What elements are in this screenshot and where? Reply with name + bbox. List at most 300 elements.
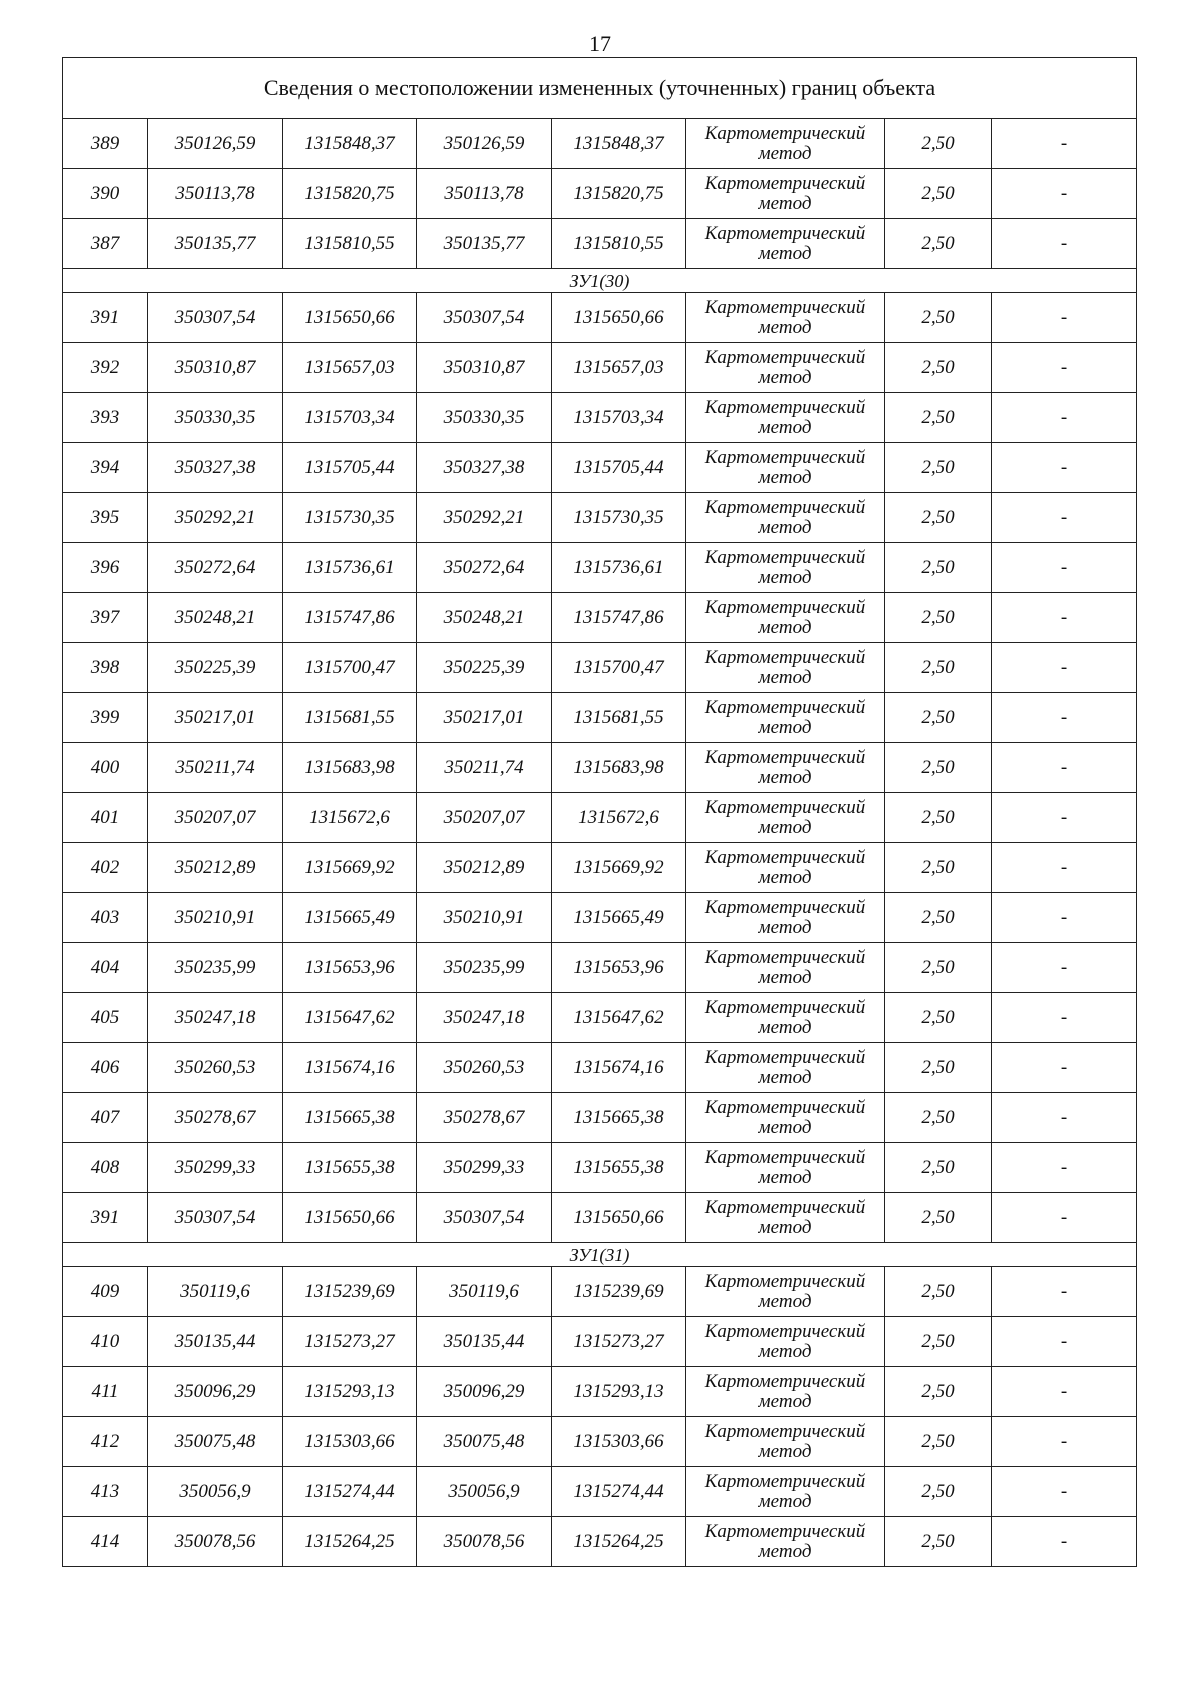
- y-refined-cell: 1315264,25: [552, 1517, 686, 1567]
- note-cell: -: [992, 1043, 1137, 1093]
- method-line-1: Картометрический: [704, 496, 866, 518]
- accuracy-cell: 2,50: [885, 1317, 992, 1367]
- method-cell: [686, 893, 885, 943]
- accuracy-cell: 2,50: [885, 393, 992, 443]
- x-refined-cell: 350211,74: [417, 743, 552, 793]
- note-cell: -: [992, 593, 1137, 643]
- method-line-2: метод: [758, 1216, 812, 1238]
- x-existing-cell: 350113,78: [148, 169, 283, 219]
- point-number-cell: 398: [63, 643, 148, 693]
- y-refined-cell: 1315303,66: [552, 1417, 686, 1467]
- method-line-1: Картометрический: [704, 1146, 866, 1168]
- point-number-cell: 389: [63, 119, 148, 169]
- point-number-cell: 402: [63, 843, 148, 893]
- page-number: 17: [589, 31, 611, 56]
- y-existing-cell: 1315705,44: [283, 443, 417, 493]
- y-existing-cell: 1315293,13: [283, 1367, 417, 1417]
- section-header-row: [63, 1243, 1137, 1267]
- point-number-cell: 390: [63, 169, 148, 219]
- accuracy-cell: 2,50: [885, 1193, 992, 1243]
- method-cell: [686, 643, 885, 693]
- table-row: [63, 343, 1137, 393]
- y-refined-cell: 1315653,96: [552, 943, 686, 993]
- y-refined-cell: 1315736,61: [552, 543, 686, 593]
- table-row: [63, 943, 1137, 993]
- x-refined-cell: 350292,21: [417, 493, 552, 543]
- method-cell: [686, 743, 885, 793]
- table-row: [63, 1317, 1137, 1367]
- point-number-cell: 403: [63, 893, 148, 943]
- table-row: [63, 493, 1137, 543]
- note-cell: -: [992, 1143, 1137, 1193]
- x-existing-cell: 350210,91: [148, 893, 283, 943]
- y-refined-cell: 1315665,38: [552, 1093, 686, 1143]
- table-row: [63, 1093, 1137, 1143]
- point-number-cell: 412: [63, 1417, 148, 1467]
- x-existing-cell: 350225,39: [148, 643, 283, 693]
- method-line-1: Картометрический: [704, 1270, 866, 1292]
- method-cell: [686, 1043, 885, 1093]
- method-line-2: метод: [758, 766, 812, 788]
- section-header-row: [63, 269, 1137, 293]
- table-row: [63, 843, 1137, 893]
- y-existing-cell: 1315747,86: [283, 593, 417, 643]
- y-existing-cell: 1315681,55: [283, 693, 417, 743]
- accuracy-cell: 2,50: [885, 743, 992, 793]
- method-line-1: Картометрический: [704, 1046, 866, 1068]
- method-cell: [686, 1317, 885, 1367]
- point-number-cell: 393: [63, 393, 148, 443]
- accuracy-cell: 2,50: [885, 119, 992, 169]
- method-cell: [686, 1143, 885, 1193]
- table-title-row: [63, 58, 1137, 119]
- x-refined-cell: 350310,87: [417, 343, 552, 393]
- method-cell: [686, 119, 885, 169]
- x-refined-cell: 350078,56: [417, 1517, 552, 1567]
- method-line-1: Картометрический: [704, 996, 866, 1018]
- method-line-2: метод: [758, 716, 812, 738]
- x-existing-cell: 350212,89: [148, 843, 283, 893]
- y-refined-cell: 1315700,47: [552, 643, 686, 693]
- table-row: [63, 1193, 1137, 1243]
- method-cell: [686, 219, 885, 269]
- point-number-cell: 410: [63, 1317, 148, 1367]
- method-cell: [686, 493, 885, 543]
- note-cell: -: [992, 1093, 1137, 1143]
- note-cell: -: [992, 1517, 1137, 1567]
- method-line-2: метод: [758, 466, 812, 488]
- note-cell: -: [992, 493, 1137, 543]
- x-refined-cell: 350235,99: [417, 943, 552, 993]
- method-line-1: Картометрический: [704, 122, 866, 144]
- x-existing-cell: 350217,01: [148, 693, 283, 743]
- method-line-2: метод: [758, 316, 812, 338]
- method-line-1: Картометрический: [704, 172, 866, 194]
- note-cell: -: [992, 219, 1137, 269]
- method-line-1: Картометрический: [704, 1370, 866, 1392]
- table-row: [63, 169, 1137, 219]
- section-label: ЗУ1(30): [63, 269, 1137, 293]
- y-existing-cell: 1315810,55: [283, 219, 417, 269]
- method-line-2: метод: [758, 666, 812, 688]
- method-line-2: метод: [758, 816, 812, 838]
- y-refined-cell: 1315730,35: [552, 493, 686, 543]
- y-existing-cell: 1315650,66: [283, 1193, 417, 1243]
- x-existing-cell: 350078,56: [148, 1517, 283, 1567]
- table-row: [63, 893, 1137, 943]
- note-cell: -: [992, 1467, 1137, 1517]
- y-refined-cell: 1315293,13: [552, 1367, 686, 1417]
- method-line-1: Картометрический: [704, 696, 866, 718]
- method-cell: [686, 343, 885, 393]
- note-cell: -: [992, 393, 1137, 443]
- note-cell: -: [992, 119, 1137, 169]
- point-number-cell: 404: [63, 943, 148, 993]
- point-number-cell: 406: [63, 1043, 148, 1093]
- method-line-1: Картометрический: [704, 1096, 866, 1118]
- method-line-2: метод: [758, 1290, 812, 1312]
- point-number-cell: 407: [63, 1093, 148, 1143]
- method-line-1: Картометрический: [704, 846, 866, 868]
- y-refined-cell: 1315703,34: [552, 393, 686, 443]
- y-refined-cell: 1315672,6: [552, 793, 686, 843]
- accuracy-cell: 2,50: [885, 943, 992, 993]
- y-existing-cell: 1315736,61: [283, 543, 417, 593]
- table-row: [63, 1143, 1137, 1193]
- x-refined-cell: 350113,78: [417, 169, 552, 219]
- x-existing-cell: 350126,59: [148, 119, 283, 169]
- note-cell: -: [992, 343, 1137, 393]
- note-cell: -: [992, 943, 1137, 993]
- table-row: [63, 443, 1137, 493]
- y-existing-cell: 1315653,96: [283, 943, 417, 993]
- method-line-2: метод: [758, 366, 812, 388]
- note-cell: -: [992, 293, 1137, 343]
- method-line-2: метод: [758, 1440, 812, 1462]
- method-line-2: метод: [758, 1116, 812, 1138]
- x-refined-cell: 350212,89: [417, 843, 552, 893]
- note-cell: -: [992, 1417, 1137, 1467]
- x-refined-cell: 350126,59: [417, 119, 552, 169]
- x-existing-cell: 350310,87: [148, 343, 283, 393]
- method-cell: [686, 169, 885, 219]
- x-existing-cell: 350278,67: [148, 1093, 283, 1143]
- accuracy-cell: 2,50: [885, 1417, 992, 1467]
- x-refined-cell: 350135,44: [417, 1317, 552, 1367]
- coordinates-table: [62, 57, 1137, 1567]
- x-existing-cell: 350307,54: [148, 1193, 283, 1243]
- y-existing-cell: 1315820,75: [283, 169, 417, 219]
- x-existing-cell: 350260,53: [148, 1043, 283, 1093]
- x-refined-cell: 350096,29: [417, 1367, 552, 1417]
- method-line-1: Картометрический: [704, 546, 866, 568]
- x-refined-cell: 350135,77: [417, 219, 552, 269]
- method-cell: [686, 293, 885, 343]
- accuracy-cell: 2,50: [885, 593, 992, 643]
- method-cell: [686, 843, 885, 893]
- y-existing-cell: 1315674,16: [283, 1043, 417, 1093]
- y-existing-cell: 1315700,47: [283, 643, 417, 693]
- method-cell: [686, 1267, 885, 1317]
- method-cell: [686, 593, 885, 643]
- method-line-1: Картометрический: [704, 1320, 866, 1342]
- x-refined-cell: 350278,67: [417, 1093, 552, 1143]
- x-existing-cell: 350211,74: [148, 743, 283, 793]
- point-number-cell: 405: [63, 993, 148, 1043]
- y-existing-cell: 1315665,49: [283, 893, 417, 943]
- x-existing-cell: 350247,18: [148, 993, 283, 1043]
- accuracy-cell: 2,50: [885, 1267, 992, 1317]
- y-refined-cell: 1315681,55: [552, 693, 686, 743]
- method-cell: [686, 993, 885, 1043]
- point-number-cell: 400: [63, 743, 148, 793]
- method-line-1: Картометрический: [704, 646, 866, 668]
- method-line-2: метод: [758, 866, 812, 888]
- x-existing-cell: 350075,48: [148, 1417, 283, 1467]
- point-number-cell: 414: [63, 1517, 148, 1567]
- method-line-1: Картометрический: [704, 346, 866, 368]
- note-cell: -: [992, 743, 1137, 793]
- x-existing-cell: 350119,6: [148, 1267, 283, 1317]
- note-cell: -: [992, 893, 1137, 943]
- y-refined-cell: 1315669,92: [552, 843, 686, 893]
- x-refined-cell: 350075,48: [417, 1417, 552, 1467]
- y-refined-cell: 1315810,55: [552, 219, 686, 269]
- table-row: [63, 793, 1137, 843]
- x-existing-cell: 350248,21: [148, 593, 283, 643]
- y-refined-cell: 1315655,38: [552, 1143, 686, 1193]
- point-number-cell: 413: [63, 1467, 148, 1517]
- accuracy-cell: 2,50: [885, 1517, 992, 1567]
- y-refined-cell: 1315683,98: [552, 743, 686, 793]
- accuracy-cell: 2,50: [885, 443, 992, 493]
- method-line-2: метод: [758, 142, 812, 164]
- x-existing-cell: 350096,29: [148, 1367, 283, 1417]
- accuracy-cell: 2,50: [885, 293, 992, 343]
- method-line-1: Картометрический: [704, 596, 866, 618]
- note-cell: -: [992, 843, 1137, 893]
- table-row: [63, 293, 1137, 343]
- y-refined-cell: 1315674,16: [552, 1043, 686, 1093]
- accuracy-cell: 2,50: [885, 893, 992, 943]
- table-row: [63, 119, 1137, 169]
- method-line-1: Картометрический: [704, 446, 866, 468]
- table-row: [63, 1043, 1137, 1093]
- method-line-1: Картометрический: [704, 1196, 866, 1218]
- method-line-1: Картометрический: [704, 1420, 866, 1442]
- note-cell: -: [992, 693, 1137, 743]
- accuracy-cell: 2,50: [885, 219, 992, 269]
- y-refined-cell: 1315820,75: [552, 169, 686, 219]
- y-existing-cell: 1315672,6: [283, 793, 417, 843]
- table-row: [63, 1267, 1137, 1317]
- y-existing-cell: 1315650,66: [283, 293, 417, 343]
- method-line-2: метод: [758, 916, 812, 938]
- point-number-cell: 394: [63, 443, 148, 493]
- point-number-cell: 391: [63, 1193, 148, 1243]
- x-refined-cell: 350330,35: [417, 393, 552, 443]
- table-row: [63, 993, 1137, 1043]
- x-refined-cell: 350260,53: [417, 1043, 552, 1093]
- y-refined-cell: 1315665,49: [552, 893, 686, 943]
- y-existing-cell: 1315239,69: [283, 1267, 417, 1317]
- method-cell: [686, 1517, 885, 1567]
- method-line-2: метод: [758, 416, 812, 438]
- x-refined-cell: 350307,54: [417, 1193, 552, 1243]
- accuracy-cell: 2,50: [885, 1093, 992, 1143]
- accuracy-cell: 2,50: [885, 643, 992, 693]
- accuracy-cell: 2,50: [885, 1367, 992, 1417]
- point-number-cell: 395: [63, 493, 148, 543]
- method-cell: [686, 1193, 885, 1243]
- note-cell: -: [992, 1267, 1137, 1317]
- table-row: [63, 743, 1137, 793]
- y-refined-cell: 1315848,37: [552, 119, 686, 169]
- table-title: Сведения о местоположении измененных (уточненных) границ объекта: [63, 58, 1137, 119]
- y-refined-cell: 1315705,44: [552, 443, 686, 493]
- x-refined-cell: 350327,38: [417, 443, 552, 493]
- x-existing-cell: 350307,54: [148, 293, 283, 343]
- y-existing-cell: 1315730,35: [283, 493, 417, 543]
- accuracy-cell: 2,50: [885, 543, 992, 593]
- x-existing-cell: 350135,77: [148, 219, 283, 269]
- point-number-cell: 396: [63, 543, 148, 593]
- y-refined-cell: 1315274,44: [552, 1467, 686, 1517]
- point-number-cell: 391: [63, 293, 148, 343]
- x-refined-cell: 350119,6: [417, 1267, 552, 1317]
- y-refined-cell: 1315647,62: [552, 993, 686, 1043]
- y-existing-cell: 1315647,62: [283, 993, 417, 1043]
- y-existing-cell: 1315669,92: [283, 843, 417, 893]
- method-line-2: метод: [758, 516, 812, 538]
- point-number-cell: 409: [63, 1267, 148, 1317]
- method-cell: [686, 543, 885, 593]
- y-existing-cell: 1315303,66: [283, 1417, 417, 1467]
- method-line-1: Картометрический: [704, 946, 866, 968]
- y-existing-cell: 1315655,38: [283, 1143, 417, 1193]
- y-refined-cell: 1315747,86: [552, 593, 686, 643]
- y-refined-cell: 1315657,03: [552, 343, 686, 393]
- y-existing-cell: 1315657,03: [283, 343, 417, 393]
- y-existing-cell: 1315665,38: [283, 1093, 417, 1143]
- point-number-cell: 401: [63, 793, 148, 843]
- y-existing-cell: 1315703,34: [283, 393, 417, 443]
- note-cell: -: [992, 1367, 1137, 1417]
- accuracy-cell: 2,50: [885, 343, 992, 393]
- x-refined-cell: 350210,91: [417, 893, 552, 943]
- point-number-cell: 387: [63, 219, 148, 269]
- method-line-2: метод: [758, 1540, 812, 1562]
- x-refined-cell: 350056,9: [417, 1467, 552, 1517]
- method-line-1: Картометрический: [704, 896, 866, 918]
- method-line-2: метод: [758, 616, 812, 638]
- note-cell: -: [992, 443, 1137, 493]
- x-existing-cell: 350135,44: [148, 1317, 283, 1367]
- note-cell: -: [992, 993, 1137, 1043]
- x-refined-cell: 350225,39: [417, 643, 552, 693]
- note-cell: -: [992, 793, 1137, 843]
- method-cell: [686, 393, 885, 443]
- method-line-2: метод: [758, 1490, 812, 1512]
- method-line-1: Картометрический: [704, 796, 866, 818]
- point-number-cell: 392: [63, 343, 148, 393]
- y-refined-cell: 1315650,66: [552, 293, 686, 343]
- point-number-cell: 397: [63, 593, 148, 643]
- method-cell: [686, 1467, 885, 1517]
- y-refined-cell: 1315239,69: [552, 1267, 686, 1317]
- x-existing-cell: 350272,64: [148, 543, 283, 593]
- method-line-1: Картометрический: [704, 222, 866, 244]
- table-row: [63, 693, 1137, 743]
- x-refined-cell: 350248,21: [417, 593, 552, 643]
- y-existing-cell: 1315264,25: [283, 1517, 417, 1567]
- y-refined-cell: 1315273,27: [552, 1317, 686, 1367]
- x-existing-cell: 350235,99: [148, 943, 283, 993]
- x-refined-cell: 350307,54: [417, 293, 552, 343]
- method-line-2: метод: [758, 1016, 812, 1038]
- table-row: [63, 1467, 1137, 1517]
- x-existing-cell: 350330,35: [148, 393, 283, 443]
- x-existing-cell: 350207,07: [148, 793, 283, 843]
- table-row: [63, 1517, 1137, 1567]
- note-cell: -: [992, 1317, 1137, 1367]
- method-cell: [686, 793, 885, 843]
- accuracy-cell: 2,50: [885, 493, 992, 543]
- note-cell: -: [992, 643, 1137, 693]
- accuracy-cell: 2,50: [885, 1143, 992, 1193]
- accuracy-cell: 2,50: [885, 1467, 992, 1517]
- point-number-cell: 408: [63, 1143, 148, 1193]
- x-existing-cell: 350299,33: [148, 1143, 283, 1193]
- method-line-2: метод: [758, 566, 812, 588]
- table-row: [63, 1417, 1137, 1467]
- x-existing-cell: 350292,21: [148, 493, 283, 543]
- accuracy-cell: 2,50: [885, 993, 992, 1043]
- method-line-1: Картометрический: [704, 296, 866, 318]
- accuracy-cell: 2,50: [885, 693, 992, 743]
- method-cell: [686, 1367, 885, 1417]
- method-line-1: Картометрический: [704, 1520, 866, 1542]
- accuracy-cell: 2,50: [885, 793, 992, 843]
- accuracy-cell: 2,50: [885, 1043, 992, 1093]
- accuracy-cell: 2,50: [885, 843, 992, 893]
- method-line-2: метод: [758, 1390, 812, 1412]
- point-number-cell: 399: [63, 693, 148, 743]
- table-row: [63, 1367, 1137, 1417]
- x-refined-cell: 350217,01: [417, 693, 552, 743]
- method-line-2: метод: [758, 1166, 812, 1188]
- method-line-2: метод: [758, 966, 812, 988]
- method-cell: [686, 943, 885, 993]
- y-existing-cell: 1315274,44: [283, 1467, 417, 1517]
- method-line-2: метод: [758, 1340, 812, 1362]
- y-existing-cell: 1315683,98: [283, 743, 417, 793]
- y-refined-cell: 1315650,66: [552, 1193, 686, 1243]
- table-row: [63, 219, 1137, 269]
- point-number-cell: 411: [63, 1367, 148, 1417]
- table-row: [63, 643, 1137, 693]
- x-refined-cell: 350247,18: [417, 993, 552, 1043]
- x-refined-cell: 350299,33: [417, 1143, 552, 1193]
- x-refined-cell: 350272,64: [417, 543, 552, 593]
- method-cell: [686, 1417, 885, 1467]
- method-line-2: метод: [758, 242, 812, 264]
- method-line-1: Картометрический: [704, 746, 866, 768]
- x-refined-cell: 350207,07: [417, 793, 552, 843]
- x-existing-cell: 350056,9: [148, 1467, 283, 1517]
- method-line-1: Картометрический: [704, 1470, 866, 1492]
- method-cell: [686, 1093, 885, 1143]
